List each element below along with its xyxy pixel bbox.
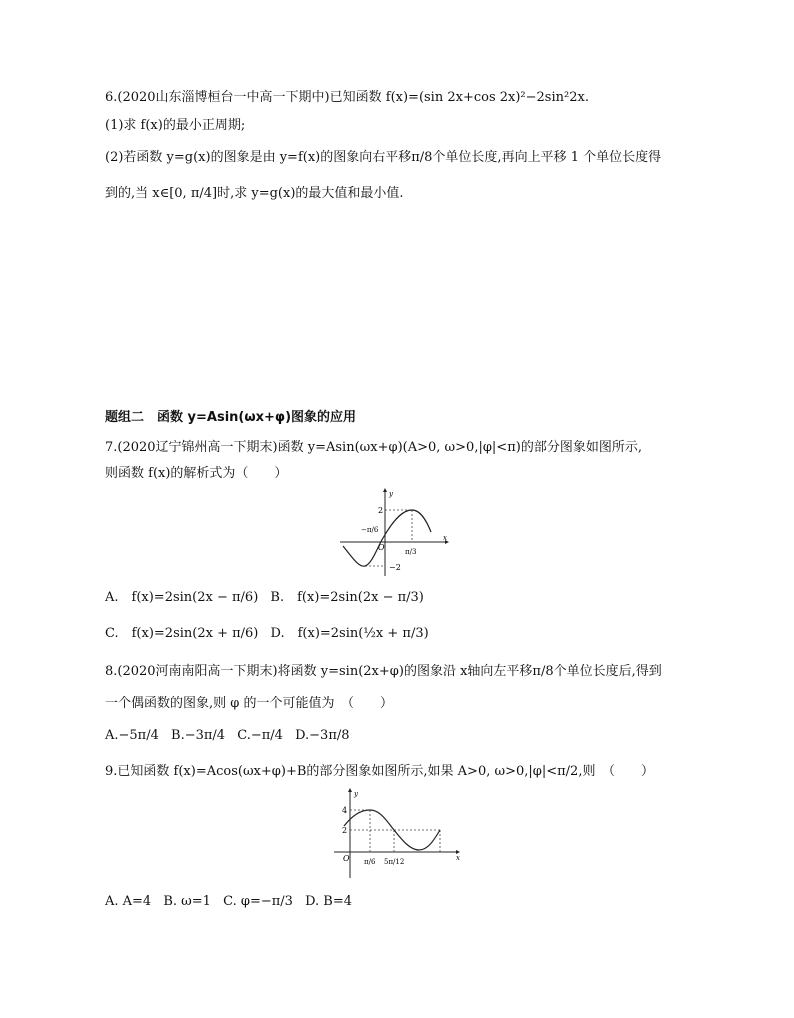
q9-ymid-label: 2 xyxy=(342,826,348,835)
q6-part2: (2)若函数 y=g(x)的图象是由 y=f(x)的图象向右平移π/8个单位长度,再向上平移 1 个单位长度得 xyxy=(105,150,662,165)
q9-y-arrow xyxy=(348,788,352,792)
q7-sine-curve xyxy=(343,510,431,566)
q6-stem: 6.(2020山东淄博桓台一中高一下期中)已知函数 f(x)=(sin 2x+cos 2x)²−2sin²2x. xyxy=(105,90,589,105)
q8-option-b[interactable]: B.−3π/4 xyxy=(171,728,226,743)
q9-x1-label: π/6 xyxy=(364,858,376,866)
section-heading: 题组二 函数 y=Asin(ωx+φ)图象的应用 xyxy=(105,410,357,425)
q9-option-a[interactable]: A. A=4 xyxy=(105,894,152,909)
q9-origin: O xyxy=(343,854,350,863)
q7-xright-label: π/3 xyxy=(405,548,417,556)
q9-x-label: x xyxy=(456,854,460,862)
q7-origin: O xyxy=(378,543,385,552)
q8-options xyxy=(105,728,358,744)
q9-options xyxy=(105,894,360,910)
q8-stem: 8.(2020河南南阳高一下期末)将函数 y=sin(2x+φ)的图象沿 x轴向左平移π/8个单位长度后,得到 xyxy=(105,664,662,679)
q9-option-b[interactable]: B. ω=1 xyxy=(163,894,211,909)
q7-ymin-label: −2 xyxy=(389,563,401,572)
q9-graph xyxy=(328,786,468,882)
q7-option-c[interactable]: C. f(x)=2sin(2x + π/6) xyxy=(105,626,259,641)
q9-option-c[interactable]: C. φ=−π/3 xyxy=(223,894,293,909)
q6-part1: (1)求 f(x)的最小正周期; xyxy=(105,118,246,133)
q7-options-cd xyxy=(105,626,437,642)
q8-option-c[interactable]: C.−π/4 xyxy=(237,728,283,743)
q8-option-a[interactable]: A.−5π/4 xyxy=(105,728,159,743)
q7-y-label: y xyxy=(389,490,393,498)
q7-option-b[interactable]: B. f(x)=2sin(2x − π/3) xyxy=(270,590,424,605)
q7-option-d[interactable]: D. f(x)=2sin(½x + π/3) xyxy=(270,626,429,641)
q6-part2-cont: 到的,当 x∈[0, π/4]时,求 y=g(x)的最大值和最小值. xyxy=(105,186,404,201)
q7-xleft-label: −π/6 xyxy=(361,526,379,534)
q7-stem-cont: 则函数 f(x)的解析式为（ ） xyxy=(105,466,288,481)
q9-ytop-label: 4 xyxy=(342,806,348,815)
q7-graph xyxy=(335,486,455,578)
q7-ymax-label: 2 xyxy=(378,506,384,515)
q7-option-a[interactable]: A. f(x)=2sin(2x − π/6) xyxy=(105,590,259,605)
q7-options-ab xyxy=(105,590,432,606)
q7-y-arrow xyxy=(383,488,387,492)
q9-stem: 9.已知函数 f(x)=Acos(ωx+φ)+B的部分图象如图所示,如果 A>0, ω>0,|φ|<π/2,则 （ ） xyxy=(105,764,654,779)
q9-x2-label: 5π/12 xyxy=(384,858,405,866)
q8-stem-cont: 一个偶函数的图象,则 φ 的一个可能值为 （ ） xyxy=(105,696,393,711)
q7-stem: 7.(2020辽宁锦州高一下期末)函数 y=Asin(ωx+φ)(A>0, ω>0,|φ|<π)的部分图象如图所示, xyxy=(105,440,642,455)
q8-option-d[interactable]: D.−3π/8 xyxy=(295,728,350,743)
q9-option-d[interactable]: D. B=4 xyxy=(305,894,353,909)
q9-y-label: y xyxy=(354,790,358,798)
q7-x-label: x xyxy=(443,534,447,542)
